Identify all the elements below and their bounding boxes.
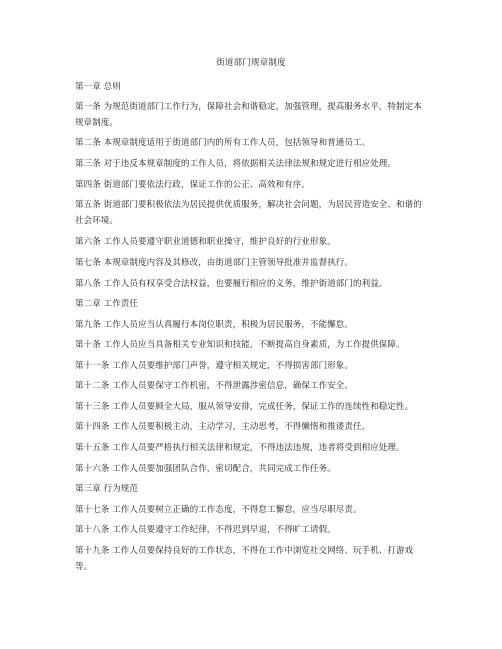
article-3: 第三条 对于违反本规章制度的工作人员，将依据相关法律法规和规定进行相应处理。 bbox=[75, 159, 397, 169]
article-9: 第九条 工作人员应当认真履行本岗位职责，积极为居民服务，不能懈怠。 bbox=[75, 320, 354, 330]
chapter-heading-2: 第二章 工作责任 bbox=[75, 299, 139, 309]
article-18: 第十八条 工作人员要遵守工作纪律，不得迟到早退，不得旷工请假。 bbox=[75, 525, 336, 535]
article-11: 第十一条 工作人员要维护部门声誉，遵守相关规定，不得损害部门形象。 bbox=[75, 361, 354, 371]
article-7: 第七条 本规章制度内容及其修改，由街道部门主管领导批准并监督执行。 bbox=[75, 258, 354, 268]
article-10: 第十条 工作人员应当具备相关专业知识和技能，不断提高自身素质，为工作提供保障。 bbox=[75, 340, 405, 350]
article-19: 第十九条 工作人员要保持良好的工作状态，不得在工作中浏览社交网络、玩手机、打游戏等。 bbox=[75, 546, 414, 572]
article-4: 第四条 街道部门要依法行政，保证工作的公正、高效和有序。 bbox=[75, 180, 311, 190]
article-14: 第十四条 工作人员要积极主动，主动学习，主动思考，不得懒惰和推诿责任。 bbox=[75, 422, 371, 432]
article-6: 第六条 工作人员要遵守职业道德和职业操守，维护良好的行业形象。 bbox=[75, 237, 336, 247]
article-15: 第十五条 工作人员要严格执行相关法律和规定，不得违法违规，违者将受到相应处理。 bbox=[75, 443, 405, 453]
article-5: 第五条 街道部门要积极依法为居民提供优质服务，解决社会问题，为居民营造安全、和谐的社会环境。 bbox=[75, 200, 422, 226]
article-17: 第十七条 工作人员要树立正确的工作态度，不得怠工懈怠，应当尽职尽责。 bbox=[75, 505, 362, 515]
article-2: 第二条 本规章制度适用于街道部门内的所有工作人员，包括领导和普通员工。 bbox=[75, 138, 371, 148]
chapter-heading-1: 第一章 总则 bbox=[75, 82, 121, 92]
article-8: 第八条 工作人员有权享受合法权益，也要履行相应的义务，维护街道部门的利益。 bbox=[75, 279, 388, 289]
document-title: 街道部门规章制度 bbox=[216, 58, 286, 68]
article-16: 第十六条 工作人员要加强团队合作，密切配合，共同完成工作任务。 bbox=[75, 464, 336, 474]
article-1: 第一条 为规范街道部门工作行为，保障社会和谐稳定，加强管理，提高服务水平，特制定本规章制度。 bbox=[75, 102, 422, 128]
article-13: 第十三条 工作人员要顾全大局，服从领导安排，完成任务，保证工作的连续性和稳定性。 bbox=[75, 402, 414, 412]
chapter-heading-3: 第三章 行为规范 bbox=[75, 484, 139, 494]
article-12: 第十二条 工作人员要保守工作机密，不得泄露涉密信息，确保工作安全。 bbox=[75, 381, 354, 391]
